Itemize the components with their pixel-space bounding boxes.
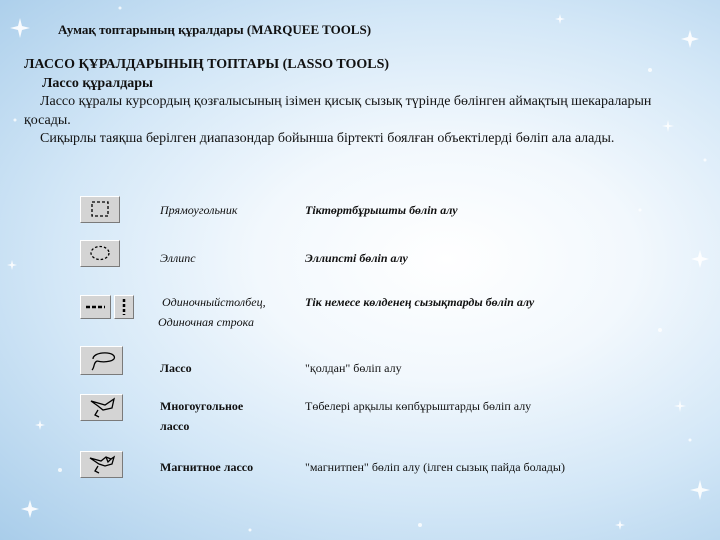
- tool-ru-name: Лассо: [160, 361, 192, 375]
- single-column-marquee-icon: [114, 295, 134, 319]
- magic-wand-description: Сиқырлы таяқша берілген диапазондар бойынша біртекті боялған объектілерді бөліп ала алады.: [40, 131, 615, 146]
- tool-kz-description: Эллипсті бөліп алу: [305, 251, 408, 265]
- tool-ru-name-line1: Одиночныйстолбец,: [162, 295, 266, 309]
- tool-kz-description: "қолдан" бөліп алу: [305, 361, 402, 375]
- single-row-marquee-icon: [80, 295, 111, 319]
- tool-kz-description: Тіктөртбұрышты бөліп алу: [305, 203, 458, 217]
- tool-ru-name: Эллипс: [160, 251, 196, 265]
- section-subheading: Лассо құралдары: [42, 75, 153, 91]
- section-heading: ЛАССО ҚҰРАЛДАРЫНЫҢ ТОПТАРЫ (LASSO TOOLS): [24, 57, 390, 72]
- tool-kz-description: Төбелері арқылы көпбұрыштарды бөліп алу: [305, 399, 532, 413]
- tool-ru-name: Прямоугольник: [160, 203, 238, 217]
- tool-ru-name-line1: Многоугольное: [160, 399, 244, 413]
- tool-ru-name-line2: лассо: [160, 419, 190, 433]
- tool-ru-name: Магнитное лассо: [160, 460, 254, 474]
- slide-title: Аумақ топтарының құралдары (MARQUEE TOOLS): [58, 22, 372, 37]
- elliptical-marquee-icon: [80, 240, 120, 267]
- tool-kz-description: "магнитпен" бөліп алу (ілген сызық пайда болады): [305, 460, 565, 474]
- lasso-icon: [80, 346, 123, 375]
- rectangular-marquee-icon: [80, 196, 120, 223]
- tool-kz-description: Тік немесе көлденең сызықтарды бөліп алу: [305, 295, 535, 309]
- polygonal-lasso-icon: [80, 394, 123, 421]
- lasso-description: Лассо құралы курсордың қозғалысының ізімен қисық сызық түрінде бөлінген аймақтың шекараларын қосады.: [24, 94, 652, 128]
- magnetic-lasso-icon: [80, 451, 123, 478]
- intro-text: [24, 56, 674, 149]
- tool-ru-name-line2: Одиночная строка: [158, 315, 254, 329]
